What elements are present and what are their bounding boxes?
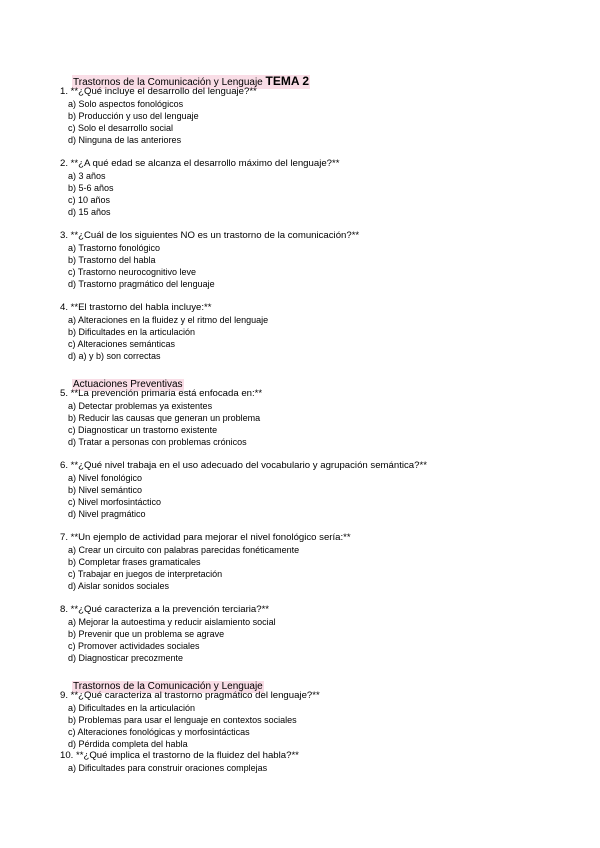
- question-text: 3. **¿Cuál de los siguientes NO es un trastorno de la comunicación?**: [60, 230, 360, 241]
- option-d: d) Ninguna de las anteriores: [68, 135, 182, 145]
- question-text: 6. **¿Qué nivel trabaja en el uso adecuado del vocabulario y agrupación semántica?**: [60, 460, 427, 471]
- option-c: c) Trastorno neurocognitivo leve: [68, 267, 197, 277]
- option-d: d) Nivel pragmático: [68, 509, 146, 519]
- option-d: d) Diagnosticar precozmente: [68, 653, 184, 663]
- question-block-1: [60, 86, 572, 146]
- document-title: Trastornos de la Comunicación y Lenguaje TEMA 2: [73, 74, 310, 88]
- option-d: d) 15 años: [68, 207, 111, 217]
- option-a: a) Dificultades para construir oraciones complejas: [68, 763, 268, 773]
- section-title: Actuaciones Preventivas: [73, 379, 183, 390]
- question-block-9: [60, 690, 572, 750]
- option-c: c) Diagnosticar un trastorno existente: [68, 425, 218, 435]
- option-a: a) Alteraciones en la fluidez y el ritmo del lenguaje: [68, 315, 269, 325]
- question-text: 8. **¿Qué caracteriza a la prevención terciaria?**: [60, 604, 270, 615]
- section-header-2: [72, 374, 572, 388]
- question-block-5: [60, 388, 572, 448]
- question-text: 5. **La prevención primaria está enfocada en:**: [60, 388, 263, 399]
- tema-label: TEMA 2: [265, 74, 310, 88]
- option-b: b) Reducir las causas que generan un problema: [68, 413, 261, 423]
- option-d: d) Aislar sonidos sociales: [68, 581, 170, 591]
- option-b: b) Trastorno del habla: [68, 255, 156, 265]
- question-block-10: [60, 750, 572, 774]
- question-text: 9. **¿Qué caracteriza al trastorno pragmático del lenguaje?**: [60, 690, 320, 701]
- option-a: a) 3 años: [68, 171, 106, 181]
- option-a: a) Solo aspectos fonológicos: [68, 99, 184, 109]
- option-b: b) Prevenir que un problema se agrave: [68, 629, 225, 639]
- question-text: 2. **¿A qué edad se alcanza el desarrollo máximo del lenguaje?**: [60, 158, 340, 169]
- question-block-7: [60, 532, 572, 592]
- question-block-3: [60, 230, 572, 290]
- question-block-6: [60, 460, 572, 520]
- option-a: a) Trastorno fonológico: [68, 243, 161, 253]
- option-a: a) Dificultades en la articulación: [68, 703, 196, 713]
- option-b: b) Nivel semántico: [68, 485, 143, 495]
- option-d: d) a) y b) son correctas: [68, 351, 161, 361]
- question-block-4: [60, 302, 572, 362]
- option-c: c) Trabajar en juegos de interpretación: [68, 569, 223, 579]
- section-title: Trastornos de la Comunicación y Lenguaje: [73, 681, 263, 692]
- option-d: d) Pérdida completa del habla: [68, 739, 188, 749]
- question-text: 7. **Un ejemplo de actividad para mejorar el nivel fonológico sería:**: [60, 532, 351, 543]
- option-a: a) Nivel fonológico: [68, 473, 143, 483]
- option-c: c) Alteraciones semánticas: [68, 339, 176, 349]
- question-block-2: [60, 158, 572, 218]
- section-header-1: [72, 72, 572, 86]
- option-a: a) Crear un circuito con palabras parecidas fonéticamente: [68, 545, 300, 555]
- option-a: a) Detectar problemas ya existentes: [68, 401, 213, 411]
- question-text: 1. **¿Qué incluye el desarrollo del lenguaje?**: [60, 86, 257, 97]
- option-c: c) Nivel morfosintáctico: [68, 497, 162, 507]
- question-text: 4. **El trastorno del habla incluye:**: [60, 302, 212, 313]
- document-page: [60, 72, 572, 774]
- option-b: b) Dificultades en la articulación: [68, 327, 196, 337]
- question-block-8: [60, 604, 572, 664]
- option-d: d) Trastorno pragmático del lenguaje: [68, 279, 215, 289]
- option-b: b) Producción y uso del lenguaje: [68, 111, 199, 121]
- section-header-3: [72, 676, 572, 690]
- option-b: b) Completar frases gramaticales: [68, 557, 201, 567]
- option-b: b) Problemas para usar el lenguaje en contextos sociales: [68, 715, 297, 725]
- question-text: 10. **¿Qué implica el trastorno de la fluidez del habla?**: [60, 750, 299, 761]
- option-b: b) 5-6 años: [68, 183, 114, 193]
- option-c: c) Promover actividades sociales: [68, 641, 200, 651]
- option-c: c) 10 años: [68, 195, 111, 205]
- option-d: d) Tratar a personas con problemas crónicos: [68, 437, 247, 447]
- option-c: c) Solo el desarrollo social: [68, 123, 174, 133]
- option-c: c) Alteraciones fonológicas y morfosintácticas: [68, 727, 250, 737]
- option-a: a) Mejorar la autoestima y reducir aislamiento social: [68, 617, 276, 627]
